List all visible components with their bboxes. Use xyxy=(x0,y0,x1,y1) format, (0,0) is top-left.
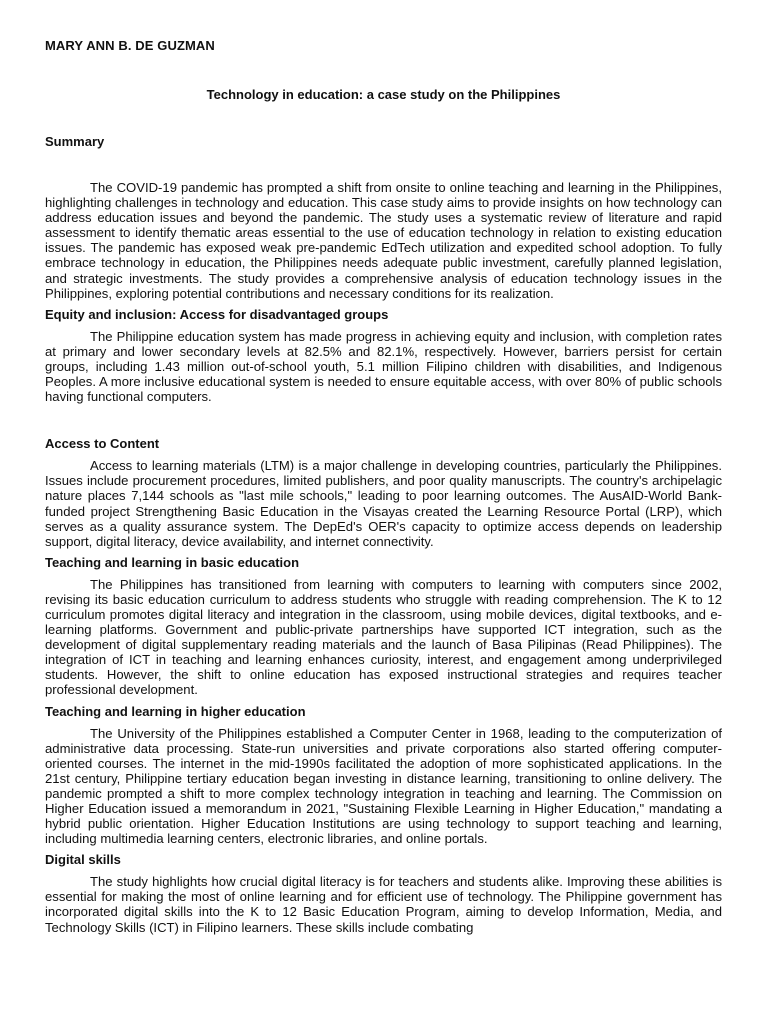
author-name: MARY ANN B. DE GUZMAN xyxy=(45,38,215,53)
summary-paragraph: The COVID-19 pandemic has prompted a shift from onsite to online teaching and learning in the Philippines, highlighting challenges in technology and education. This case study aims to provide insights on how technology can address education issues and beyond the pandemic. The study uses a systematic review of literature and rapid assessment to identify thematic areas essential to the use of education technology in relation to existing education issues. The pandemic has exposed weak pre-pandemic EdTech utilization and expedited school adoption. To fully embrace technology in education, the Philippines needs adequate public investment, carefully planned legislation, and strategic investments. The study provides a comprehensive analysis of education technology issues in the Philippines, exploring potential contributions and necessary conditions for its realization. xyxy=(45,180,722,301)
section-heading-digital-skills: Digital skills xyxy=(45,852,121,868)
summary-heading: Summary xyxy=(45,134,105,149)
section-paragraph-digital-skills: The study highlights how crucial digital literacy is for teachers and students alike. Improving these abilities is essential for making the most of online learning and for efficient use of technology. The Philippine government has incorporated digital skills into the K to 12 Basic Education Program, aiming to develop Information, Media, and Technology Skills (ICT) in Filipino learners. These skills include combating xyxy=(45,874,722,935)
section-paragraph-basic-education: The Philippines has transitioned from learning with computers to learning with computers since 2002, revising its basic education curriculum to address students who struggle with reading comprehension. The K to 12 curriculum promotes digital literacy and integration in the classroom, using mobile devices, digital textbooks, and e-learning platforms. Government and public-private partnerships have supported ICT integration, such as the development of digital supplementary reading materials and the launch of Basa Pilipinas (Read Philippines). The integration of ICT in teaching and learning enhances curiosity, interest, and engagement among underprivileged students. However, the shift to online education has exposed instructional strategies and requires teacher professional development. xyxy=(45,576,722,698)
document-page xyxy=(45,0,722,1024)
section-heading-access-content: Access to Content xyxy=(45,436,160,452)
section-heading-equity: Equity and inclusion: Access for disadvantaged groups xyxy=(45,306,389,322)
document-body xyxy=(45,180,722,935)
section-paragraph-higher-education: The University of the Philippines established a Computer Center in 1968, leading to the computerization of administrative data processing. State-run universities and private corporations also started offering computer-oriented courses. The internet in the mid-1990s facilitated the adoption of more sophisticated applications. In the 21st century, Philippine tertiary education began investing in distance learning, transitioning to online delivery. The pandemic prompted a shift to more complex technology integration in teaching and learning. The Commission on Higher Education issued a memorandum in 2021, "Sustaining Flexible Learning in Higher Education," mandating a hybrid public orientation. Higher Education Institutions are using technology to support teaching and learning, including multimedia learning centers, electronic libraries, and online portals. xyxy=(45,725,722,847)
section-paragraph-equity: The Philippine education system has made progress in achieving equity and inclusion, with completion rates at primary and lower secondary levels at 82.5% and 82.1%, respectively. However, barriers persist for certain groups, including 1.43 million out-of-school youth, 5.1 million Filipino children with disabilities, and Indigenous Peoples. A more inclusive educational system is needed to ensure equitable access, with over 80% of public schools having functional computers. xyxy=(45,328,722,405)
document-title: Technology in education: a case study on the Philippines xyxy=(206,87,561,102)
section-paragraph-access-content: Access to learning materials (LTM) is a major challenge in developing countries, particularly the Philippines. Issues include procurement procedures, limited publishers, and poor quality manuscripts. The country's archipelagic nature places 7,144 schools as "last mile schools," leading to poor learning outcomes. The AusAID-World Bank-funded project Strengthening Basic Education in the Visayas created the Learning Resource Portal (LRP), which serves as a quality assurance system. The DepEd's OER's capacity to optimize access depends on leadership support, digital literacy, device availability, and internet connectivity. xyxy=(45,458,722,549)
section-heading-higher-education: Teaching and learning in higher education xyxy=(45,703,306,719)
section-heading-basic-education: Teaching and learning in basic education xyxy=(45,554,300,570)
